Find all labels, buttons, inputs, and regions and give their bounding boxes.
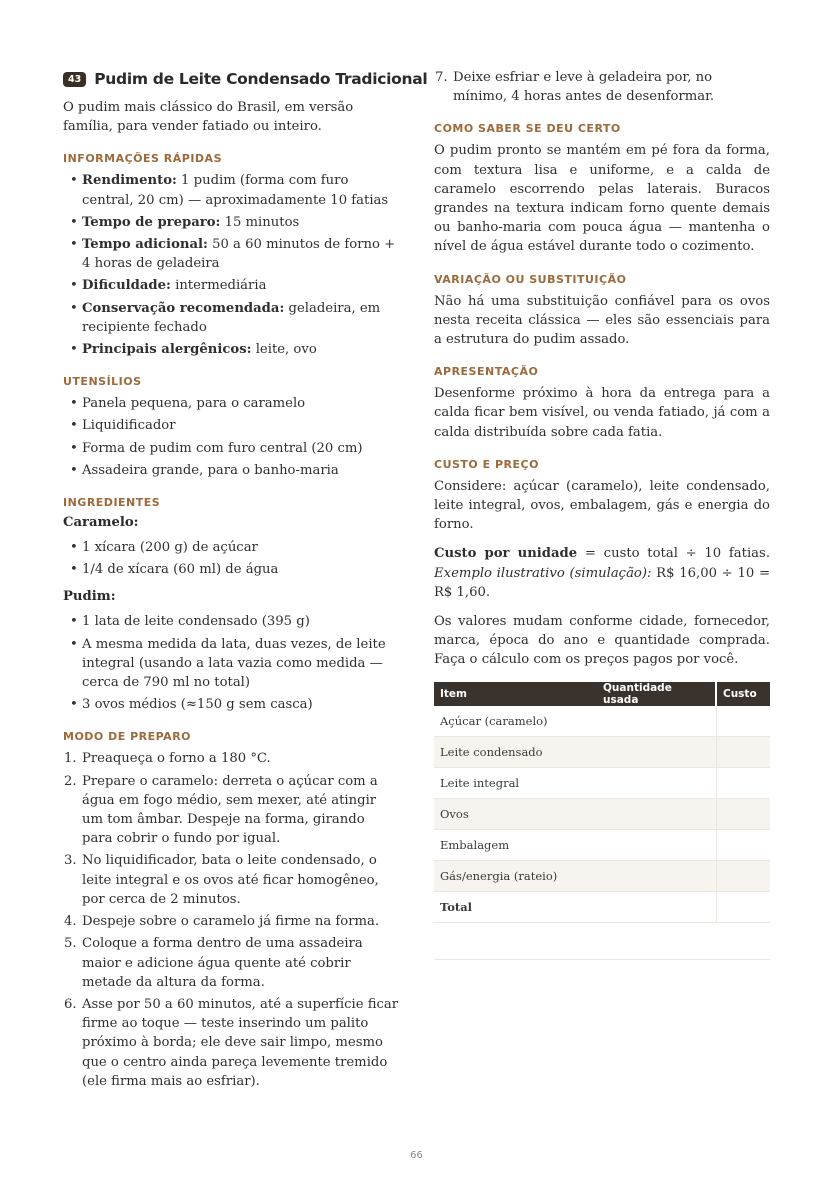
quick-info-item: • Dificuldade: intermediária — [63, 276, 399, 295]
pudim-list — [63, 612, 399, 714]
header-item: Item — [434, 682, 597, 706]
recipe-title: Pudim de Leite Condensado Tradicional — [94, 70, 428, 88]
method-steps — [63, 749, 399, 1090]
table-row: Leite integral — [434, 767, 770, 798]
ingredient-item: • 1 lata de leite condensado (395 g) — [63, 612, 399, 631]
quick-info-item: • Rendimento: 1 pudim (forma com furo central, 20 cm) — aproximadamente 10 fatias — [63, 171, 399, 209]
method-step: 5. Coloque a forma dentro de uma assadeira maior e adicione água quente até cobrir metade da altura da forma. — [64, 936, 363, 990]
method-step: 3. No liquidificador, bata o leite condensado, o leite integral e os ovos até ficar homogêneo, por cerca de 2 minutos. — [64, 853, 379, 907]
ingredient-item: • 1 xícara (200 g) de açúcar — [63, 538, 399, 557]
ingredient-item: • A mesma medida da lata, duas vezes, de leite integral (usando a lata vazia como medida — cerca de 790 ml no total) — [63, 635, 399, 693]
recipe-header — [63, 68, 428, 90]
quick-info-item: • Tempo adicional: 50 a 60 minutos de forno + 4 horas de geladeira — [63, 235, 399, 273]
cost-per-unit: Custo por unidade = custo total ÷ 10 fatias. Exemplo ilustrativo (simulação): R$ 16,00 ÷ 10 = R$ 1,60. — [434, 546, 771, 600]
quick-info-item: • Principais alergênicos: leite, ovo — [63, 340, 399, 359]
table-row-empty — [434, 922, 770, 959]
quick-info-item: • Tempo de preparo: 15 minutos — [63, 213, 399, 232]
method-steps-continued — [434, 68, 770, 106]
cost-note: Os valores mudam conforme cidade, fornecedor, marca, época do ano e quantidade comprada. Faça o cálculo com os preços pagos por você. — [434, 614, 770, 668]
ingredient-item: • 3 ovos médios (≈150 g sem casca) — [63, 695, 399, 714]
presentation-heading: APRESENTAÇÃO — [434, 365, 539, 379]
method-step: 6. Asse por 50 a 60 minutos, até a superfície ficar firme ao toque — teste inserindo um palito próximo à borda; ele deve sair limpo, mesmo que o centro ainda pareça levemente tremido (ele firma mais ao esfriar). — [64, 996, 399, 1089]
right-column — [434, 68, 770, 960]
ingredients-heading: INGREDIENTES — [63, 496, 161, 510]
caramelo-list — [63, 538, 399, 579]
method-step: 1. Preaqueça o forno a 180 °C. — [64, 751, 271, 767]
presentation-text: Desenforme próximo à hora da entrega para a calda ficar bem visível, ou venda fatiado, já com a calda distribuída sobre cada fatia. — [434, 386, 770, 440]
utensil-item: • Panela pequena, para o caramelo — [63, 394, 399, 413]
check-heading: COMO SABER SE DEU CERTO — [434, 122, 621, 136]
ingredient-group-pudim: Pudim: — [63, 589, 116, 605]
quick-info-heading: INFORMAÇÕES RÁPIDAS — [63, 152, 222, 166]
left-column — [63, 68, 428, 1094]
method-step: 2. Prepare o caramelo: derreta o açúcar com a água em fogo médio, sem mexer, até atingir um tom âmbar. Despeje na forma, girando para cobrir o fundo por igual. — [64, 773, 378, 847]
utensil-item: • Liquidificador — [63, 416, 399, 435]
cost-table — [434, 682, 770, 960]
table-row: Ovos — [434, 798, 770, 829]
quick-info-list — [63, 171, 399, 359]
table-row: Gás/energia (rateio) — [434, 860, 770, 891]
variation-heading: VARIAÇÃO OU SUBSTITUIÇÃO — [434, 272, 627, 286]
cost-heading: CUSTO E PREÇO — [434, 457, 539, 471]
table-row-total: Total — [434, 891, 770, 922]
table-row: Embalagem — [434, 829, 770, 860]
ingredient-item: • 1/4 de xícara (60 ml) de água — [63, 560, 399, 579]
table-row: Leite condensado — [434, 736, 770, 767]
quick-info-item: • Conservação recomendada: geladeira, em recipiente fechado — [63, 299, 399, 337]
page-number: 66 — [410, 1150, 423, 1161]
header-quantity: Quantidade usada — [597, 682, 717, 706]
method-step: 4. Despeje sobre o caramelo já firme na forma. — [64, 914, 380, 930]
method-step: 7. Deixe esfriar e leve à geladeira por, no mínimo, 4 horas antes de desenformar. — [435, 70, 715, 105]
utensil-item: • Forma de pudim com furo central (20 cm) — [63, 439, 399, 458]
recipe-number-badge: 43 — [63, 72, 86, 87]
utensils-heading: UTENSÍLIOS — [63, 375, 142, 389]
ingredient-group-caramelo: Caramelo: — [63, 515, 139, 531]
table-row: Açúcar (caramelo) — [434, 706, 770, 737]
cost-table-header — [434, 682, 770, 706]
recipe-intro: O pudim mais clássico do Brasil, em versão família, para vender fatiado ou inteiro. — [63, 100, 354, 135]
header-cost: Custo — [716, 682, 770, 706]
variation-text: Não há uma substituição confiável para os ovos nesta receita clássica — eles são essenciais para a estrutura do pudim assado. — [434, 293, 770, 348]
method-heading: MODO DE PREPARO — [63, 730, 192, 744]
cost-consider: Considere: açúcar (caramelo), leite condensado, leite integral, ovos, embalagem, gás e energia do forno. — [434, 478, 770, 533]
check-text: O pudim pronto se mantém em pé fora da forma, com textura lisa e uniforme, e a calda de caramelo escorrendo pelas laterais. Buracos grandes na textura indicam forno quente demais ou banho-maria com pouca água — mantenha o nível de água estável durante todo o cozimento. — [434, 143, 770, 255]
utensils-list — [63, 394, 399, 480]
utensil-item: • Assadeira grande, para o banho-maria — [63, 461, 399, 480]
